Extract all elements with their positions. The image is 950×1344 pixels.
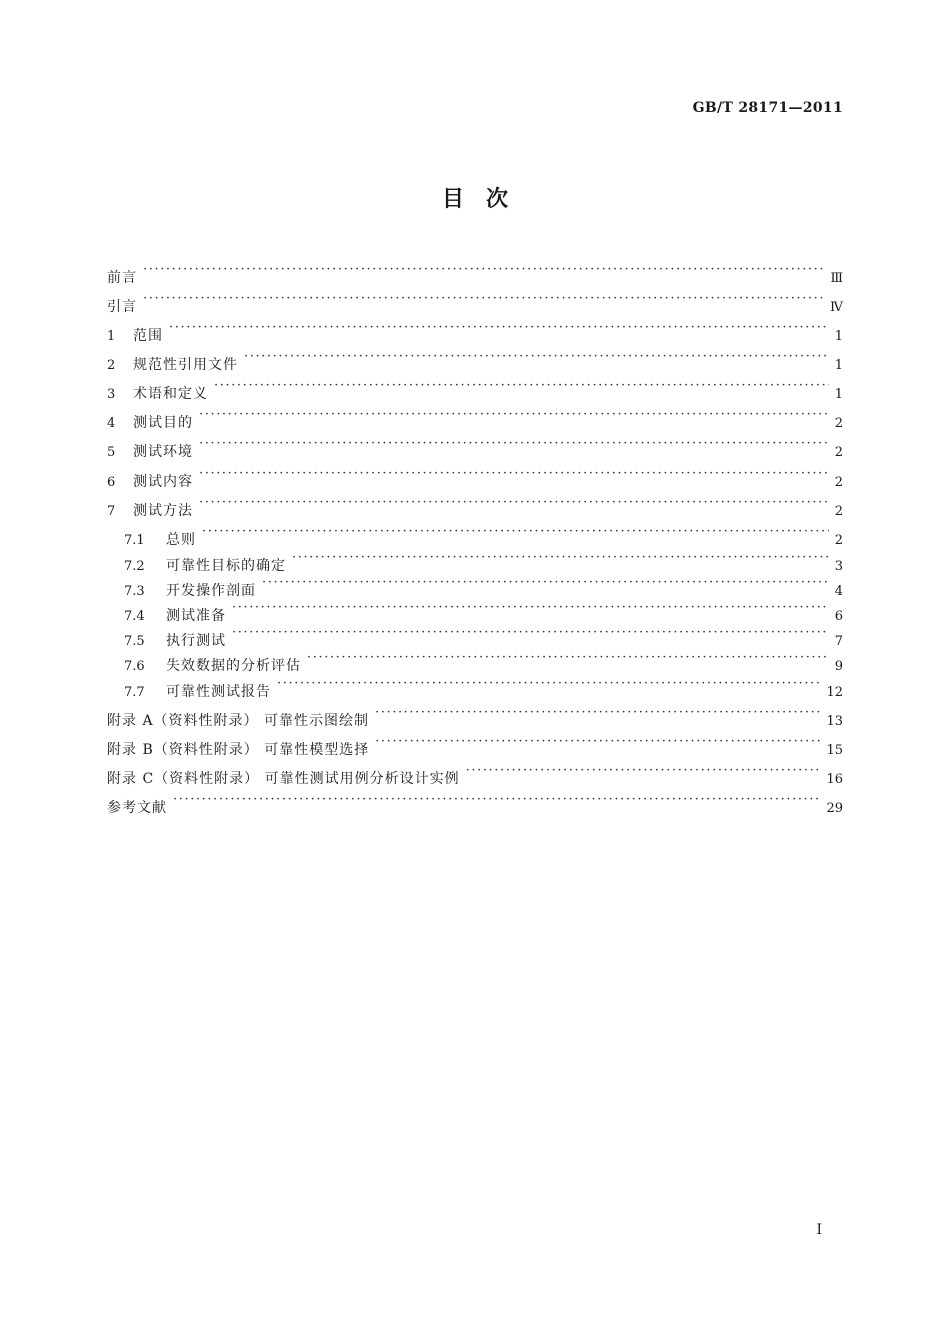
toc-entry-page: 2 xyxy=(834,445,843,460)
toc-entry[interactable] xyxy=(107,432,843,460)
dot-leader xyxy=(199,462,829,486)
toc-entry[interactable] xyxy=(107,403,843,431)
toc-entry-number: 7.4 xyxy=(124,609,145,624)
toc-entry-number: 7.2 xyxy=(124,559,145,574)
dot-leader xyxy=(232,596,829,620)
toc-entry[interactable] xyxy=(107,287,843,315)
toc-entry-page: 1 xyxy=(834,387,843,402)
dot-leader xyxy=(199,403,829,427)
toc-entry-page: 16 xyxy=(826,772,843,787)
toc-entry-number: 2 xyxy=(107,358,116,373)
toc-entry-label: 总则 xyxy=(166,532,196,548)
toc-entry[interactable] xyxy=(107,646,843,674)
toc-entry-number: 7 xyxy=(107,504,116,519)
page-title: 目 次 xyxy=(441,187,508,212)
toc-entry-label: 附录 A（资料性附录） 可靠性示图绘制 xyxy=(107,713,370,729)
dot-leader xyxy=(202,520,829,544)
dot-leader xyxy=(232,621,829,645)
toc-entry[interactable] xyxy=(107,596,843,624)
toc-entry-page: 2 xyxy=(834,416,843,431)
toc-entry-number: 5 xyxy=(107,445,116,460)
dot-leader xyxy=(169,316,829,340)
dot-leader xyxy=(199,432,829,456)
toc-entry-page: 1 xyxy=(834,358,843,373)
toc-entry-page: 12 xyxy=(826,685,843,700)
toc-entry-number: 7.7 xyxy=(124,685,145,700)
toc-entry-page: 6 xyxy=(834,609,843,624)
toc-entry[interactable] xyxy=(107,701,843,729)
document-code: GB/T 28171—2011 xyxy=(692,100,843,116)
dot-leader xyxy=(292,546,829,570)
toc-entry-label: 前言 xyxy=(107,270,137,286)
toc-entry-label: 参考文献 xyxy=(107,800,167,816)
toc-entry-label: 附录 C（资料性附录） 可靠性测试用例分析设计实例 xyxy=(107,771,460,787)
toc-entry[interactable] xyxy=(107,546,843,574)
toc-entry[interactable] xyxy=(107,316,843,344)
dot-leader xyxy=(262,571,829,595)
toc-entry-page: 3 xyxy=(834,559,843,574)
toc-entry-label: 测试准备 xyxy=(166,608,226,624)
dot-leader xyxy=(375,730,820,754)
toc-entry-label: 失效数据的分析评估 xyxy=(166,658,301,674)
toc-entry[interactable] xyxy=(107,462,843,490)
toc-entry-page: 2 xyxy=(834,504,843,519)
toc-entry-page: 2 xyxy=(834,533,843,548)
toc-entry-number: 7.3 xyxy=(124,584,145,599)
toc-entry-number: 7.5 xyxy=(124,634,145,649)
toc-entry[interactable] xyxy=(107,258,843,286)
toc-entry-label: 引言 xyxy=(107,299,137,315)
toc-entry-label: 可靠性测试报告 xyxy=(166,684,271,700)
toc-entry-number: 3 xyxy=(107,387,116,402)
toc-entry[interactable] xyxy=(107,571,843,599)
toc-entry[interactable] xyxy=(107,491,843,519)
toc-entry-number: 7.6 xyxy=(124,659,145,674)
dot-leader xyxy=(307,646,829,670)
dot-leader xyxy=(466,759,821,783)
page-number: I xyxy=(816,1222,822,1238)
dot-leader xyxy=(199,491,829,515)
dot-leader xyxy=(277,672,820,696)
toc-entry-number: 6 xyxy=(107,475,116,490)
toc-entry-label: 测试内容 xyxy=(133,474,193,490)
toc-entry-page: 7 xyxy=(834,634,843,649)
toc-entry[interactable] xyxy=(107,730,843,758)
dot-leader xyxy=(244,345,829,369)
toc-entry-number: 4 xyxy=(107,416,116,431)
dot-leader xyxy=(375,701,820,725)
toc-entry[interactable] xyxy=(107,520,843,548)
dot-leader xyxy=(143,287,824,311)
toc-entry-page: 15 xyxy=(826,743,843,758)
toc-entry[interactable] xyxy=(107,759,843,787)
dot-leader xyxy=(214,374,829,398)
toc-entry-label: 开发操作剖面 xyxy=(166,583,256,599)
toc-entry[interactable] xyxy=(107,672,843,700)
toc-entry-label: 范围 xyxy=(133,328,163,344)
toc-entry-label: 测试方法 xyxy=(133,503,193,519)
toc-entry-label: 测试目的 xyxy=(133,415,193,431)
dot-leader xyxy=(143,258,824,282)
toc-entry-page: Ⅲ xyxy=(830,271,843,286)
toc-entry-label: 术语和定义 xyxy=(133,386,208,402)
toc-entry[interactable] xyxy=(107,374,843,402)
toc-entry-page: 9 xyxy=(834,659,843,674)
toc-entry-number: 1 xyxy=(107,329,116,344)
toc-entry-label: 可靠性目标的确定 xyxy=(166,558,286,574)
toc-entry[interactable] xyxy=(107,621,843,649)
toc-entry[interactable] xyxy=(107,788,843,816)
toc-entry-page: 1 xyxy=(834,329,843,344)
toc-entry-label: 附录 B（资料性附录） 可靠性模型选择 xyxy=(107,742,370,758)
toc-entry-label: 测试环境 xyxy=(133,444,193,460)
toc-entry-page: 13 xyxy=(826,714,843,729)
toc-entry-number: 7.1 xyxy=(124,533,145,548)
toc-entry-page: 2 xyxy=(834,475,843,490)
toc-entry-label: 规范性引用文件 xyxy=(133,357,238,373)
toc-entry-label: 执行测试 xyxy=(166,633,226,649)
toc-entry[interactable] xyxy=(107,345,843,373)
dot-leader xyxy=(173,788,820,812)
toc-entry-page: 4 xyxy=(834,584,843,599)
toc-entry-page: 29 xyxy=(826,801,843,816)
toc-entry-page: Ⅳ xyxy=(830,300,843,315)
